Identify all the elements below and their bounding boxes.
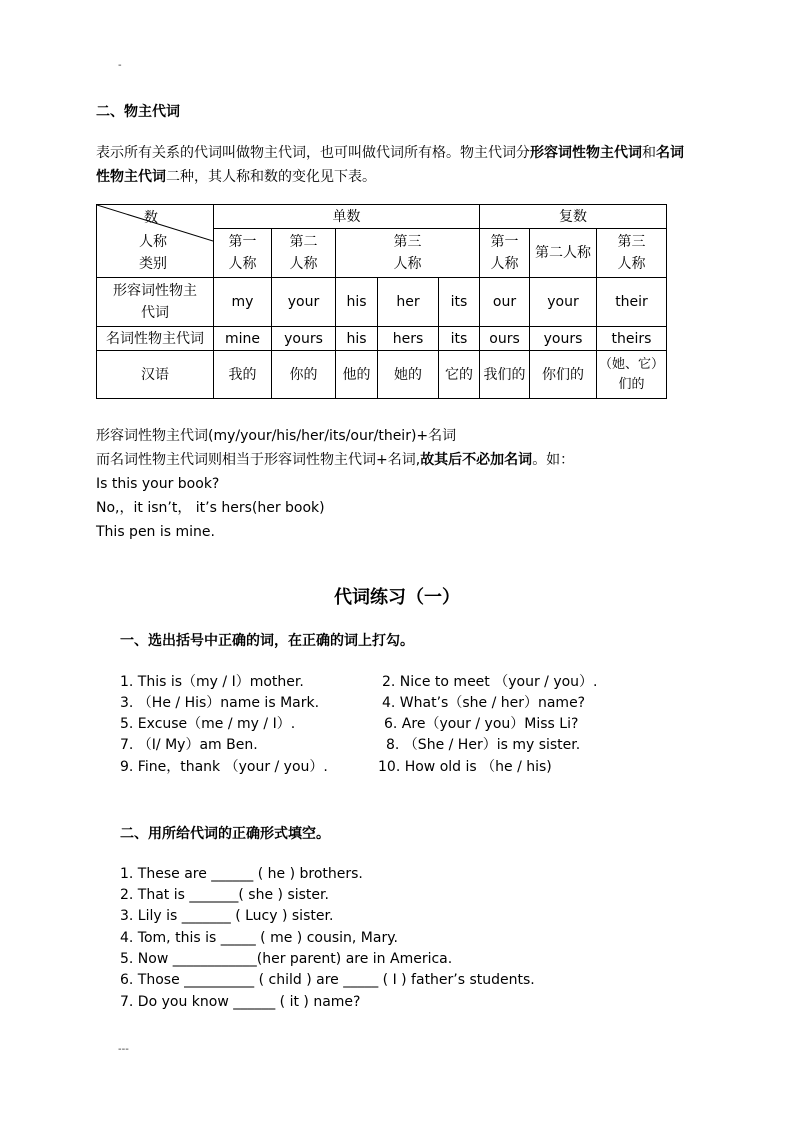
row-label: 名词性物主代词 [97,327,214,351]
fill-item: 5. Now ____________(her parent) are in America. [120,951,453,967]
table-corner-cell [97,205,214,278]
exercise-item: 2. Nice to meet （your / you）. [382,674,598,690]
intro-paragraph [96,141,696,189]
table-cell: 她的 [378,351,439,399]
note-line: Is this your book? [96,476,220,492]
table-cell: （她、它） 们的 [597,351,667,399]
table-cell: yours [272,327,336,351]
table-cell: your [272,278,336,327]
corner-label-category: 类别 [139,256,167,272]
row-label: 汉语 [97,351,214,399]
exercise-item: 3. （He / His）name is Mark. [120,695,320,711]
table-cell: ours [480,327,530,351]
table-cell: mine [214,327,272,351]
table-cell: 他的 [336,351,378,399]
intro-bold-2: 名词性物主代词 [96,145,684,185]
exercise-item: 10. How old is （he / his) [378,759,552,775]
header-plural: 复数 [480,205,667,229]
page-marker-bottom: --- [118,1044,129,1055]
note-tail: 。如： [532,452,575,468]
subheader-cell: 第一 人称 [480,229,530,278]
fill-item: 4. Tom, this is _____ ( me ) cousin, Mary. [120,930,398,946]
note-line: This pen is mine. [96,524,215,540]
exercise-item: 7. （I/ My）am Ben. [120,737,258,753]
exercise-item: 8. （She / Her）is my sister. [386,737,581,753]
table-cell: 你的 [272,351,336,399]
table-cell: his [336,278,378,327]
table-cell: 我的 [214,351,272,399]
table-cell: 它的 [439,351,480,399]
table-cell: its [439,278,480,327]
table-cell: its [439,327,480,351]
part2-heading: 二、用所给代词的正确形式填空。 [120,826,330,842]
exercise-title: 代词练习（一） [334,587,460,608]
table-cell: hers [378,327,439,351]
intro-text-1: 表示所有关系的代词叫做物主代词，也可叫做代词所有格。物主代词分 [96,145,530,161]
subheader-cell: 第三 人称 [336,229,480,278]
note-line [96,450,574,471]
note-line: 形容词性物主代词(my/your/his/her/its/our/their)+名词 [96,428,457,444]
table-cell: our [480,278,530,327]
intro-text-2: 和 [642,145,656,161]
header-singular: 单数 [214,205,480,229]
exercise-item: 1. This is（my / I）mother. [120,674,304,690]
note-line: No,，it isn’t， it’s hers(her book) [96,500,325,516]
fill-item: 1. These are ______ ( he ) brothers. [120,866,363,882]
section-heading: 二、物主代词 [96,104,180,120]
fill-item: 6. Those __________ ( child ) are _____ ( I ) father’s students. [120,972,535,988]
subheader-cell: 第一 人称 [214,229,272,278]
intro-bold-1: 形容词性物主代词 [530,145,642,161]
part1-heading: 一、选出括号中正确的词，在正确的词上打勾。 [120,633,414,649]
fill-item: 2. That is _______( she ) sister. [120,887,329,903]
row-label: 形容词性物主 代词 [97,278,214,327]
exercise-item: 4. What’s（she / her）name? [382,695,586,711]
note-text: 而名词性物主代词则相当于形容词性物主代词+名词, [96,452,421,468]
table-row [97,278,667,327]
table-cell: their [597,278,667,327]
table-cell: your [530,278,597,327]
table-row [97,327,667,351]
subheader-cell: 第三 人称 [597,229,667,278]
corner-label-person: 人称 [139,234,167,250]
table-cell: his [336,327,378,351]
table-cell: yours [530,327,597,351]
table-cell: 我们的 [480,351,530,399]
table-cell: my [214,278,272,327]
fill-item: 7. Do you know ______ ( it ) name? [120,994,361,1010]
table-cell: her [378,278,439,327]
table-cell: theirs [597,327,667,351]
note-bold: 故其后不必加名词 [420,452,533,468]
subheader-cell: 第二 人称 [272,229,336,278]
intro-text-3: 二种，其人称和数的变化见下表。 [166,169,376,185]
subheader-cell: 第二人称 [530,229,597,278]
exercise-item: 6. Are（your / you）Miss Li? [384,716,579,732]
pronoun-table [96,204,667,399]
table-cell: 你们的 [530,351,597,399]
table-row [97,351,667,399]
page-marker-top: - [118,60,122,71]
corner-label-number: 数 [144,210,158,226]
exercise-item: 9. Fine，thank （your / you）. [120,759,328,775]
exercise-item: 5. Excuse（me / my / I）. [120,716,296,732]
fill-item: 3. Lily is _______ ( Lucy ) sister. [120,908,334,924]
